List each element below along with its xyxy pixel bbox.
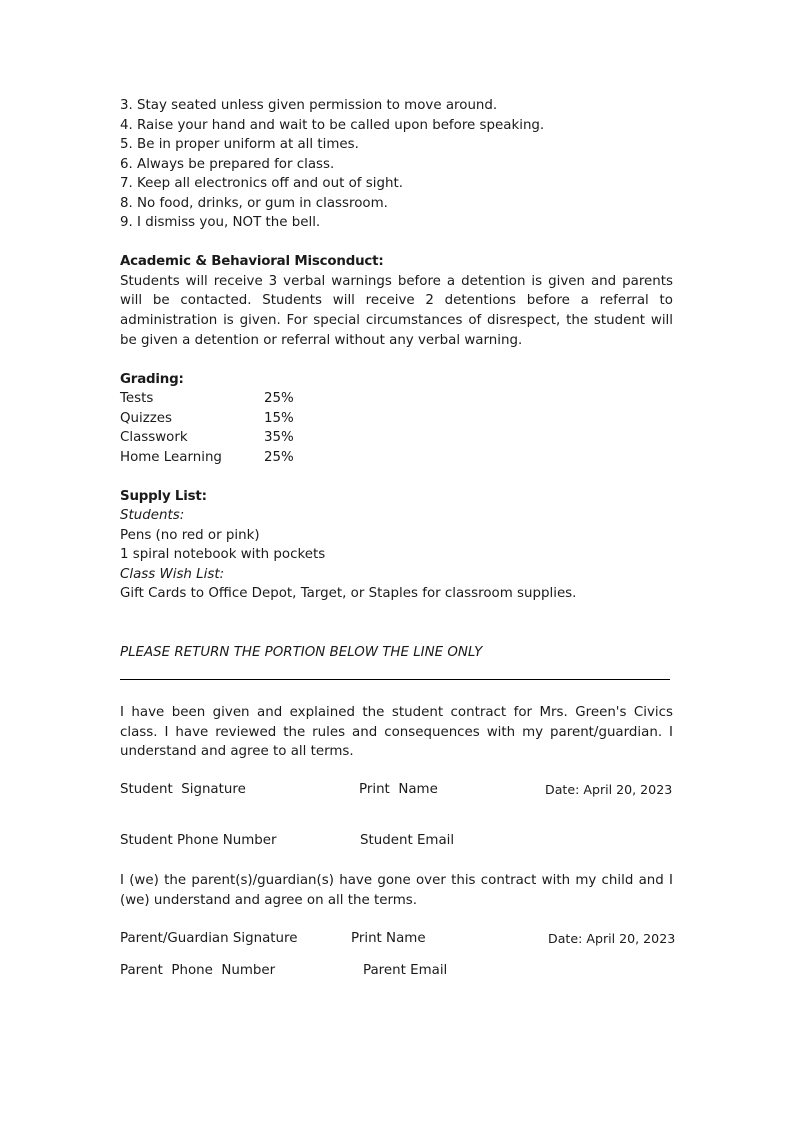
misconduct-text: Students will receive 3 verbal warnings before a detention is given and parents will be contacted. Students will receive 2 detentions before a referral to administration is given. For special circumstances of disrespect, the student will be given a detention or referral without any verbal warning. [120, 273, 673, 348]
parent-print-name-label: Print Name [351, 931, 426, 946]
supply-heading: Supply List: [120, 488, 207, 504]
wish-list-label: Class Wish List: [120, 566, 225, 582]
supply-item: 1 spiral notebook with pockets [120, 547, 326, 563]
wish-list-text: Gift Cards to Office Depot, Target, or Staples for classroom supplies. [120, 586, 577, 602]
rule-item: 9. I dismiss you, NOT the bell. [120, 215, 321, 230]
grading-label: Tests [120, 391, 154, 407]
grading-value: 35% [264, 430, 294, 446]
rule-item: 4. Raise your hand and wait to be called upon before speaking. [120, 117, 545, 133]
grading-table [120, 389, 673, 467]
misconduct-heading: Academic & Behavioral Misconduct: [120, 254, 384, 269]
grading-label: Home Learning [120, 449, 222, 465]
supply-item: Pens (no red or pink) [120, 527, 260, 543]
rule-item: 8. No food, drinks, or gum in classroom. [120, 195, 388, 211]
grading-row [120, 389, 673, 409]
rules-list [120, 96, 673, 233]
parent-phone-label: Parent Phone Number [120, 963, 276, 978]
grading-value: 15% [264, 410, 294, 426]
parent-email-label: Parent Email [363, 963, 448, 978]
student-signature-label: Student Signature [120, 782, 246, 797]
student-date: Date: April 20, 2023 [545, 782, 673, 797]
return-notice: PLEASE RETURN THE PORTION BELOW THE LINE ONLY [120, 645, 483, 660]
grading-value: 25% [264, 391, 294, 407]
grading-value: 25% [264, 449, 294, 465]
supply-students-label: Students: [120, 508, 185, 524]
grading-label: Quizzes [120, 410, 173, 426]
parent-date: Date: April 20, 2023 [548, 931, 676, 946]
rule-item: 6. Always be prepared for class. [120, 156, 335, 172]
rule-item: 7. Keep all electronics off and out of sight. [120, 176, 403, 191]
parent-statement: I (we) the parent(s)/guardian(s) have gone over this contract with my child and I (we) understand and agree on all the terms. [120, 873, 673, 908]
grading-heading: Grading: [120, 371, 184, 387]
student-print-name-label: Print Name [359, 782, 438, 797]
grading-label: Classwork [120, 430, 188, 446]
grading-row [120, 428, 673, 448]
rule-item: 5. Be in proper uniform at all times. [120, 137, 359, 152]
rule-item: 3. Stay seated unless given permission to move around. [120, 98, 498, 113]
cut-line-divider [120, 679, 670, 680]
student-statement: I have been given and explained the student contract for Mrs. Green's Civics class. I have reviewed the rules and consequences with my parent/guardian. I understand and agree to all terms. [120, 705, 673, 759]
student-phone-label: Student Phone Number [120, 833, 277, 848]
grading-row [120, 409, 673, 429]
student-email-label: Student Email [360, 833, 455, 848]
document-page [120, 96, 673, 604]
grading-row [120, 448, 673, 468]
parent-signature-label: Parent/Guardian Signature [120, 931, 298, 946]
